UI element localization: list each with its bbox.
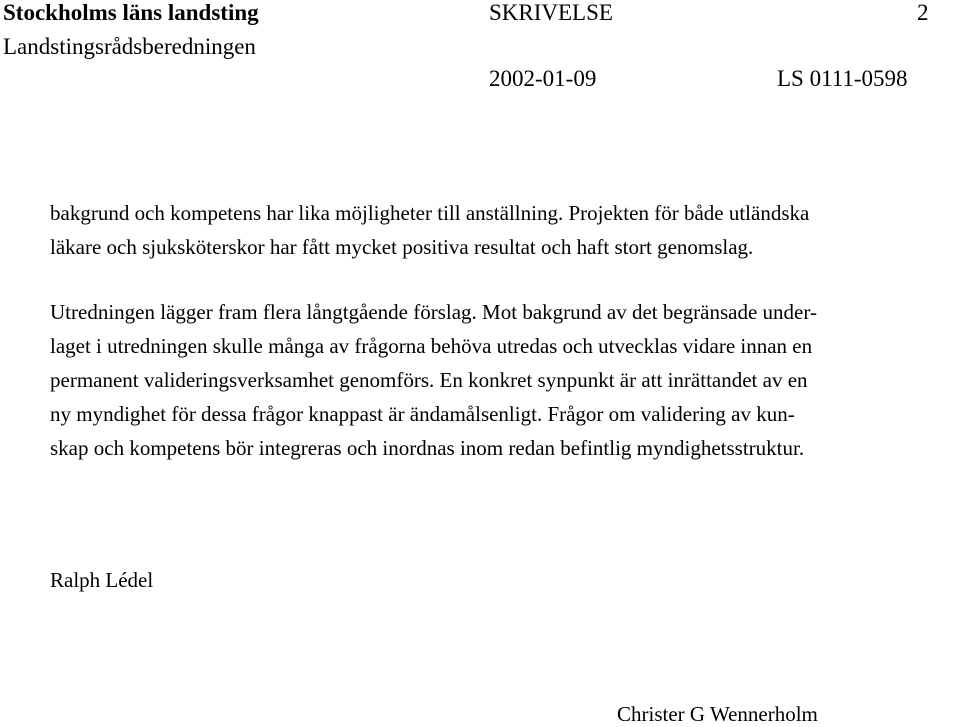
- paragraph-line: skap och kompetens bör integreras och inordnas inom redan befintlig myndighetsstruktur.: [50, 436, 805, 460]
- body-paragraph-1: [50, 196, 809, 264]
- paragraph-line: Utredningen lägger fram flera långtgående förslag. Mot bakgrund av det begränsade under-: [50, 300, 817, 324]
- organization-name: Stockholms läns landsting: [3, 0, 259, 25]
- paragraph-line: läkare och sjuksköterskor har fått mycket positiva resultat och haft stort genomslag.: [50, 235, 754, 259]
- signature-ralph-ledel: Ralph Lédel: [50, 568, 154, 592]
- page-number: 2: [917, 0, 929, 25]
- paragraph-line: laget i utredningen skulle många av frågorna behöva utredas och utvecklas vidare innan en: [50, 334, 813, 358]
- document-type: SKRIVELSE: [489, 0, 613, 25]
- paragraph-line: permanent valideringsverksamhet genomförs. En konkret synpunkt är att inrättandet av en: [50, 368, 808, 392]
- department-name: Landstingsrådsberedningen: [3, 34, 256, 59]
- paragraph-line: bakgrund och kompetens har lika möjligheter till anställning. Projekten för både utländska: [50, 201, 810, 225]
- body-paragraph-2: [50, 295, 817, 465]
- signature-christer-wennerholm: Christer G Wennerholm: [617, 702, 818, 726]
- paragraph-line: ny myndighet för dessa frågor knappast är ändamålsenligt. Frågor om validering av kun-: [50, 402, 795, 426]
- reference-number: LS 0111-0598: [777, 66, 908, 91]
- document-date: 2002-01-09: [489, 66, 597, 91]
